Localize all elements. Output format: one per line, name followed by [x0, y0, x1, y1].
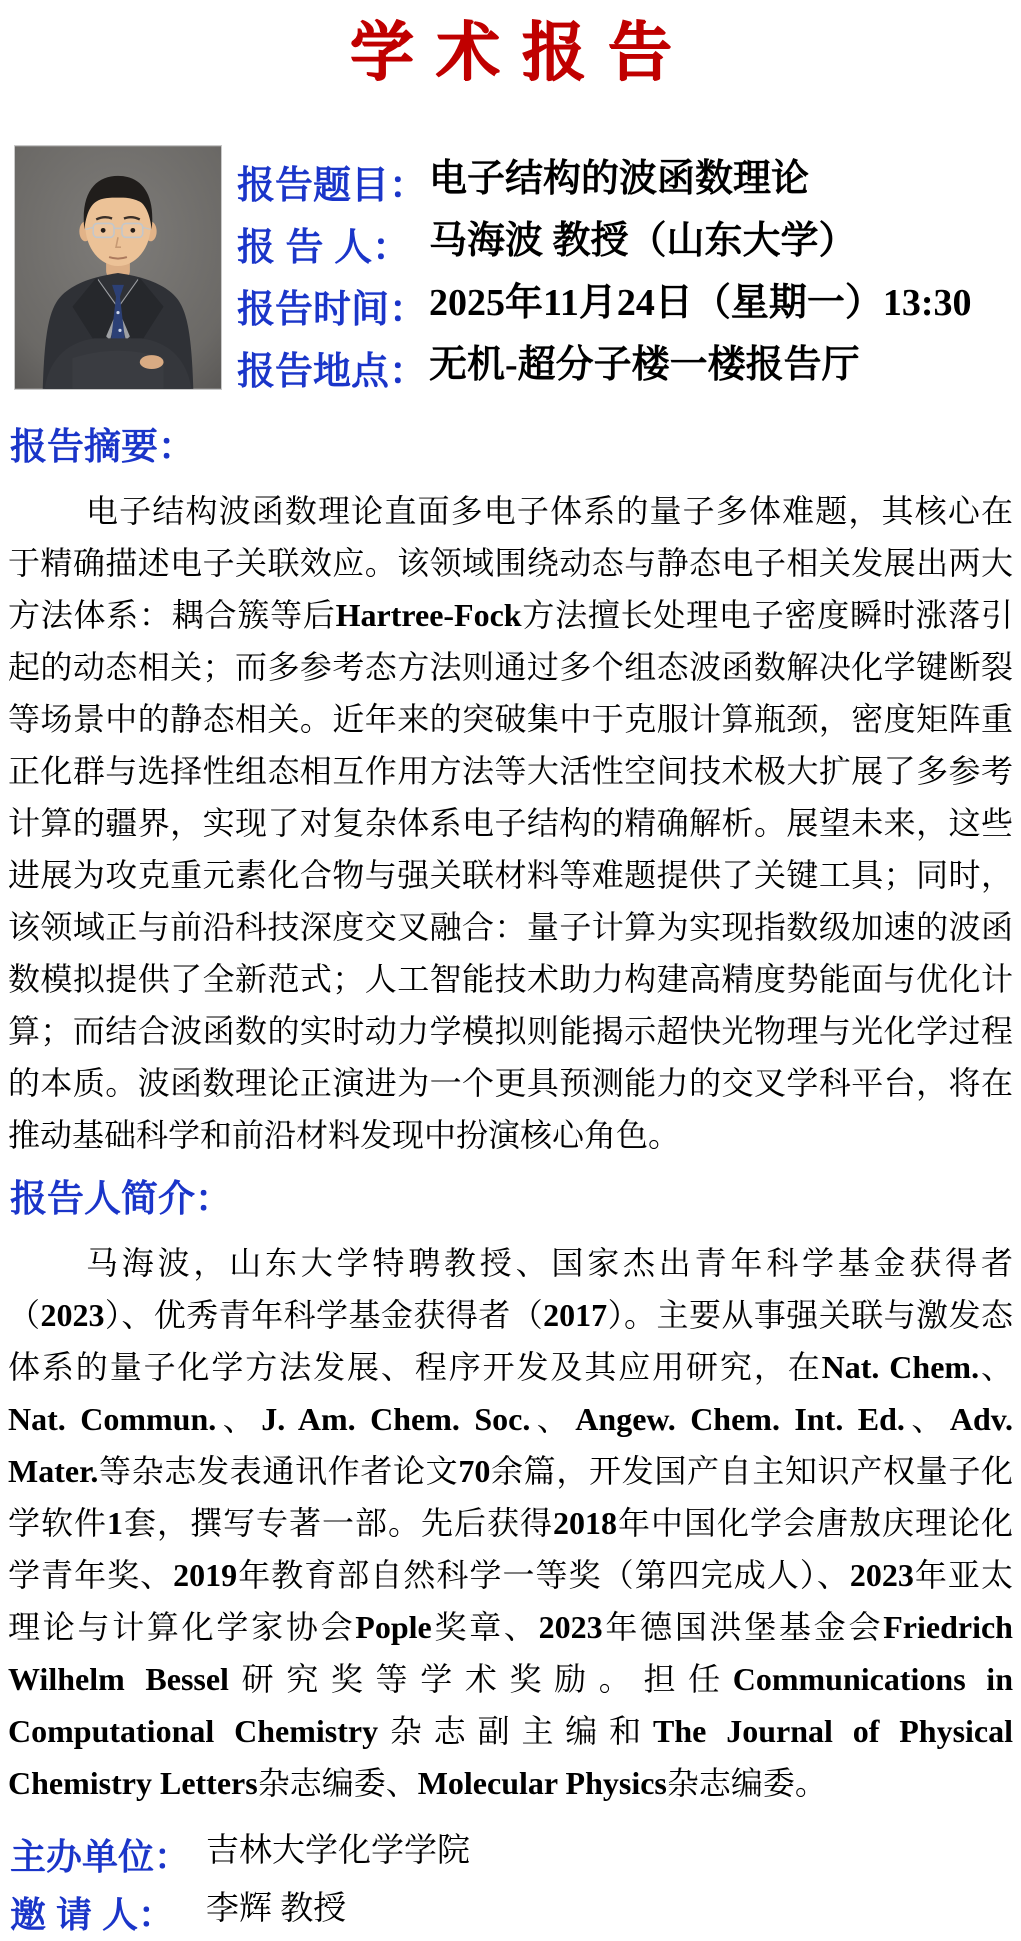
text-segment: 、 [216, 1401, 262, 1437]
talk-title-label: 报告题目： [237, 165, 428, 207]
text-segment: 电子结构波函数理论直面多电子体系的量子多体难题，其核心在于精确描述电子关联效应。该领域围绕动态与静态电子相关发展出两大方法体系：耦合簇等后 [8, 493, 1013, 633]
text-segment: 马海波，山东大学特聘教授、国家杰出青年科学基金获得者（ [8, 1245, 1013, 1333]
text-segment: Molecular Physics [417, 1765, 667, 1801]
text-segment: ）、优秀青年科学基金获得者（ [104, 1297, 544, 1333]
organizer-value: 吉林大学化学学院 [206, 1833, 470, 1869]
text-segment: 2023 [849, 1557, 914, 1593]
text-segment: 2023 [40, 1297, 105, 1333]
text-segment: Communications in Computational Chemistry [8, 1661, 1013, 1749]
abstract-heading: 报告摘要： [10, 426, 195, 467]
text-segment: 、 [979, 1349, 1013, 1385]
location-value: 无机-超分子楼一楼报告厅 [429, 344, 860, 386]
text-segment: Nat. Commun. [8, 1401, 217, 1437]
text-segment: 年中国化学会唐敖庆理论化学青年奖、 [8, 1505, 1013, 1593]
text-segment: 方法擅长处理电子密度瞬时涨落引起的动态相关；而多参考态方法则通过多个组态波函数解决化学键断裂等场景中的静态相关。近年来的突破集中于克服计算瓶颈，密度矩阵重正化群与选择性组态相互作用方法等大活性空间技术极大扩展了多参考计算的疆界，实现了对复杂体系电子结构的精确解析。展望未来，这些进展为攻克重元素化合物与强关联材料等难题提供了关键工具；同时，该领域正与前沿科技深度交叉融合：量子计算为实现指数级加速的波函数模拟提供了全新范式；人工智能技术助力构建高精度势能面与优化计算；而结合波函数的实时动力学模拟则能揭示超快光物理与光化学过程的本质。波函数理论正演进为一个更具预测能力的交叉学科平台，将在推动基础科学和前沿材料发现中扮演核心角色。 [8, 597, 1013, 1153]
detail-row-title [237, 152, 1015, 214]
text-segment: 年亚太理论与计算化学家协会 [8, 1557, 1013, 1645]
text-segment: ）。主要从事强关联与激发态体系的量子化学方法发展、程序开发及其应用研究，在 [8, 1297, 1013, 1385]
text-segment: 、 [530, 1401, 576, 1437]
bio-paragraph [8, 1237, 1013, 1809]
text-segment: Angew. Chem. Int. Ed. [575, 1401, 905, 1437]
text-segment: 研究奖等学术奖励。担任 [228, 1661, 733, 1697]
time-value: 2025年11月24日（星期一）13:30 [429, 282, 972, 324]
text-segment: 余篇，开发国产自主知识产权量子化学软件 [8, 1453, 1013, 1541]
text-segment: J. Am. Chem. Soc. [261, 1401, 531, 1437]
bio-heading: 报告人简介： [10, 1178, 232, 1219]
text-segment: 年德国洪堡基金会 [602, 1609, 884, 1645]
text-segment: Pople [355, 1609, 432, 1645]
text-segment: 杂志副主编和 [378, 1713, 653, 1749]
talk-details [237, 152, 1015, 400]
abstract-paragraph [8, 485, 1013, 1161]
text-segment: 等杂志发表通讯作者论文 [98, 1453, 459, 1489]
time-label: 报告时间： [237, 289, 428, 331]
talk-title-value: 电子结构的波函数理论 [429, 158, 810, 200]
text-segment: Hartree-Fock [335, 597, 522, 633]
organizer-label: 主办单位： [10, 1836, 191, 1877]
text-segment: 奖章、 [431, 1609, 539, 1645]
inviter-row [10, 1883, 1013, 1941]
text-segment: Nat. Chem. [821, 1349, 980, 1385]
text-segment: 年教育部自然科学一等奖（第四完成人）、 [237, 1557, 850, 1593]
page-title: 学术报告 [349, 17, 694, 88]
text-segment: 70 [458, 1453, 491, 1489]
text-segment: 2018 [552, 1505, 617, 1541]
detail-row-location [237, 338, 1015, 400]
text-segment: 、 [904, 1401, 950, 1437]
inviter-label: 邀 请 人： [10, 1894, 175, 1935]
text-segment: Adv. Mater. [8, 1401, 1014, 1489]
text-segment: The Journal of Physical Chemistry Letters [8, 1713, 1014, 1801]
speaker-label: 报 告 人： [237, 227, 411, 269]
location-label: 报告地点： [237, 351, 428, 393]
text-segment: 杂志编委、 [257, 1765, 418, 1801]
speaker-value: 马海波 教授（山东大学） [429, 220, 857, 262]
header-section [0, 145, 1021, 392]
text-segment: 2019 [173, 1557, 238, 1593]
text-segment: 杂志编委。 [666, 1765, 827, 1801]
organizer-row [10, 1825, 1013, 1883]
text-segment: 2017 [543, 1297, 608, 1333]
announcement-page [0, 14, 1021, 1935]
text-segment: Friedrich Wilhelm Bessel [8, 1609, 1013, 1697]
text-segment: 套，撰写专著一部。先后获得 [123, 1505, 553, 1541]
detail-row-speaker [237, 214, 1015, 276]
speaker-portrait-image [15, 146, 221, 389]
text-segment: 1 [107, 1505, 123, 1541]
inviter-value: 李辉 教授 [206, 1891, 347, 1927]
text-segment: 2023 [538, 1609, 603, 1645]
detail-row-time [237, 276, 1015, 338]
speaker-photo [14, 145, 222, 390]
